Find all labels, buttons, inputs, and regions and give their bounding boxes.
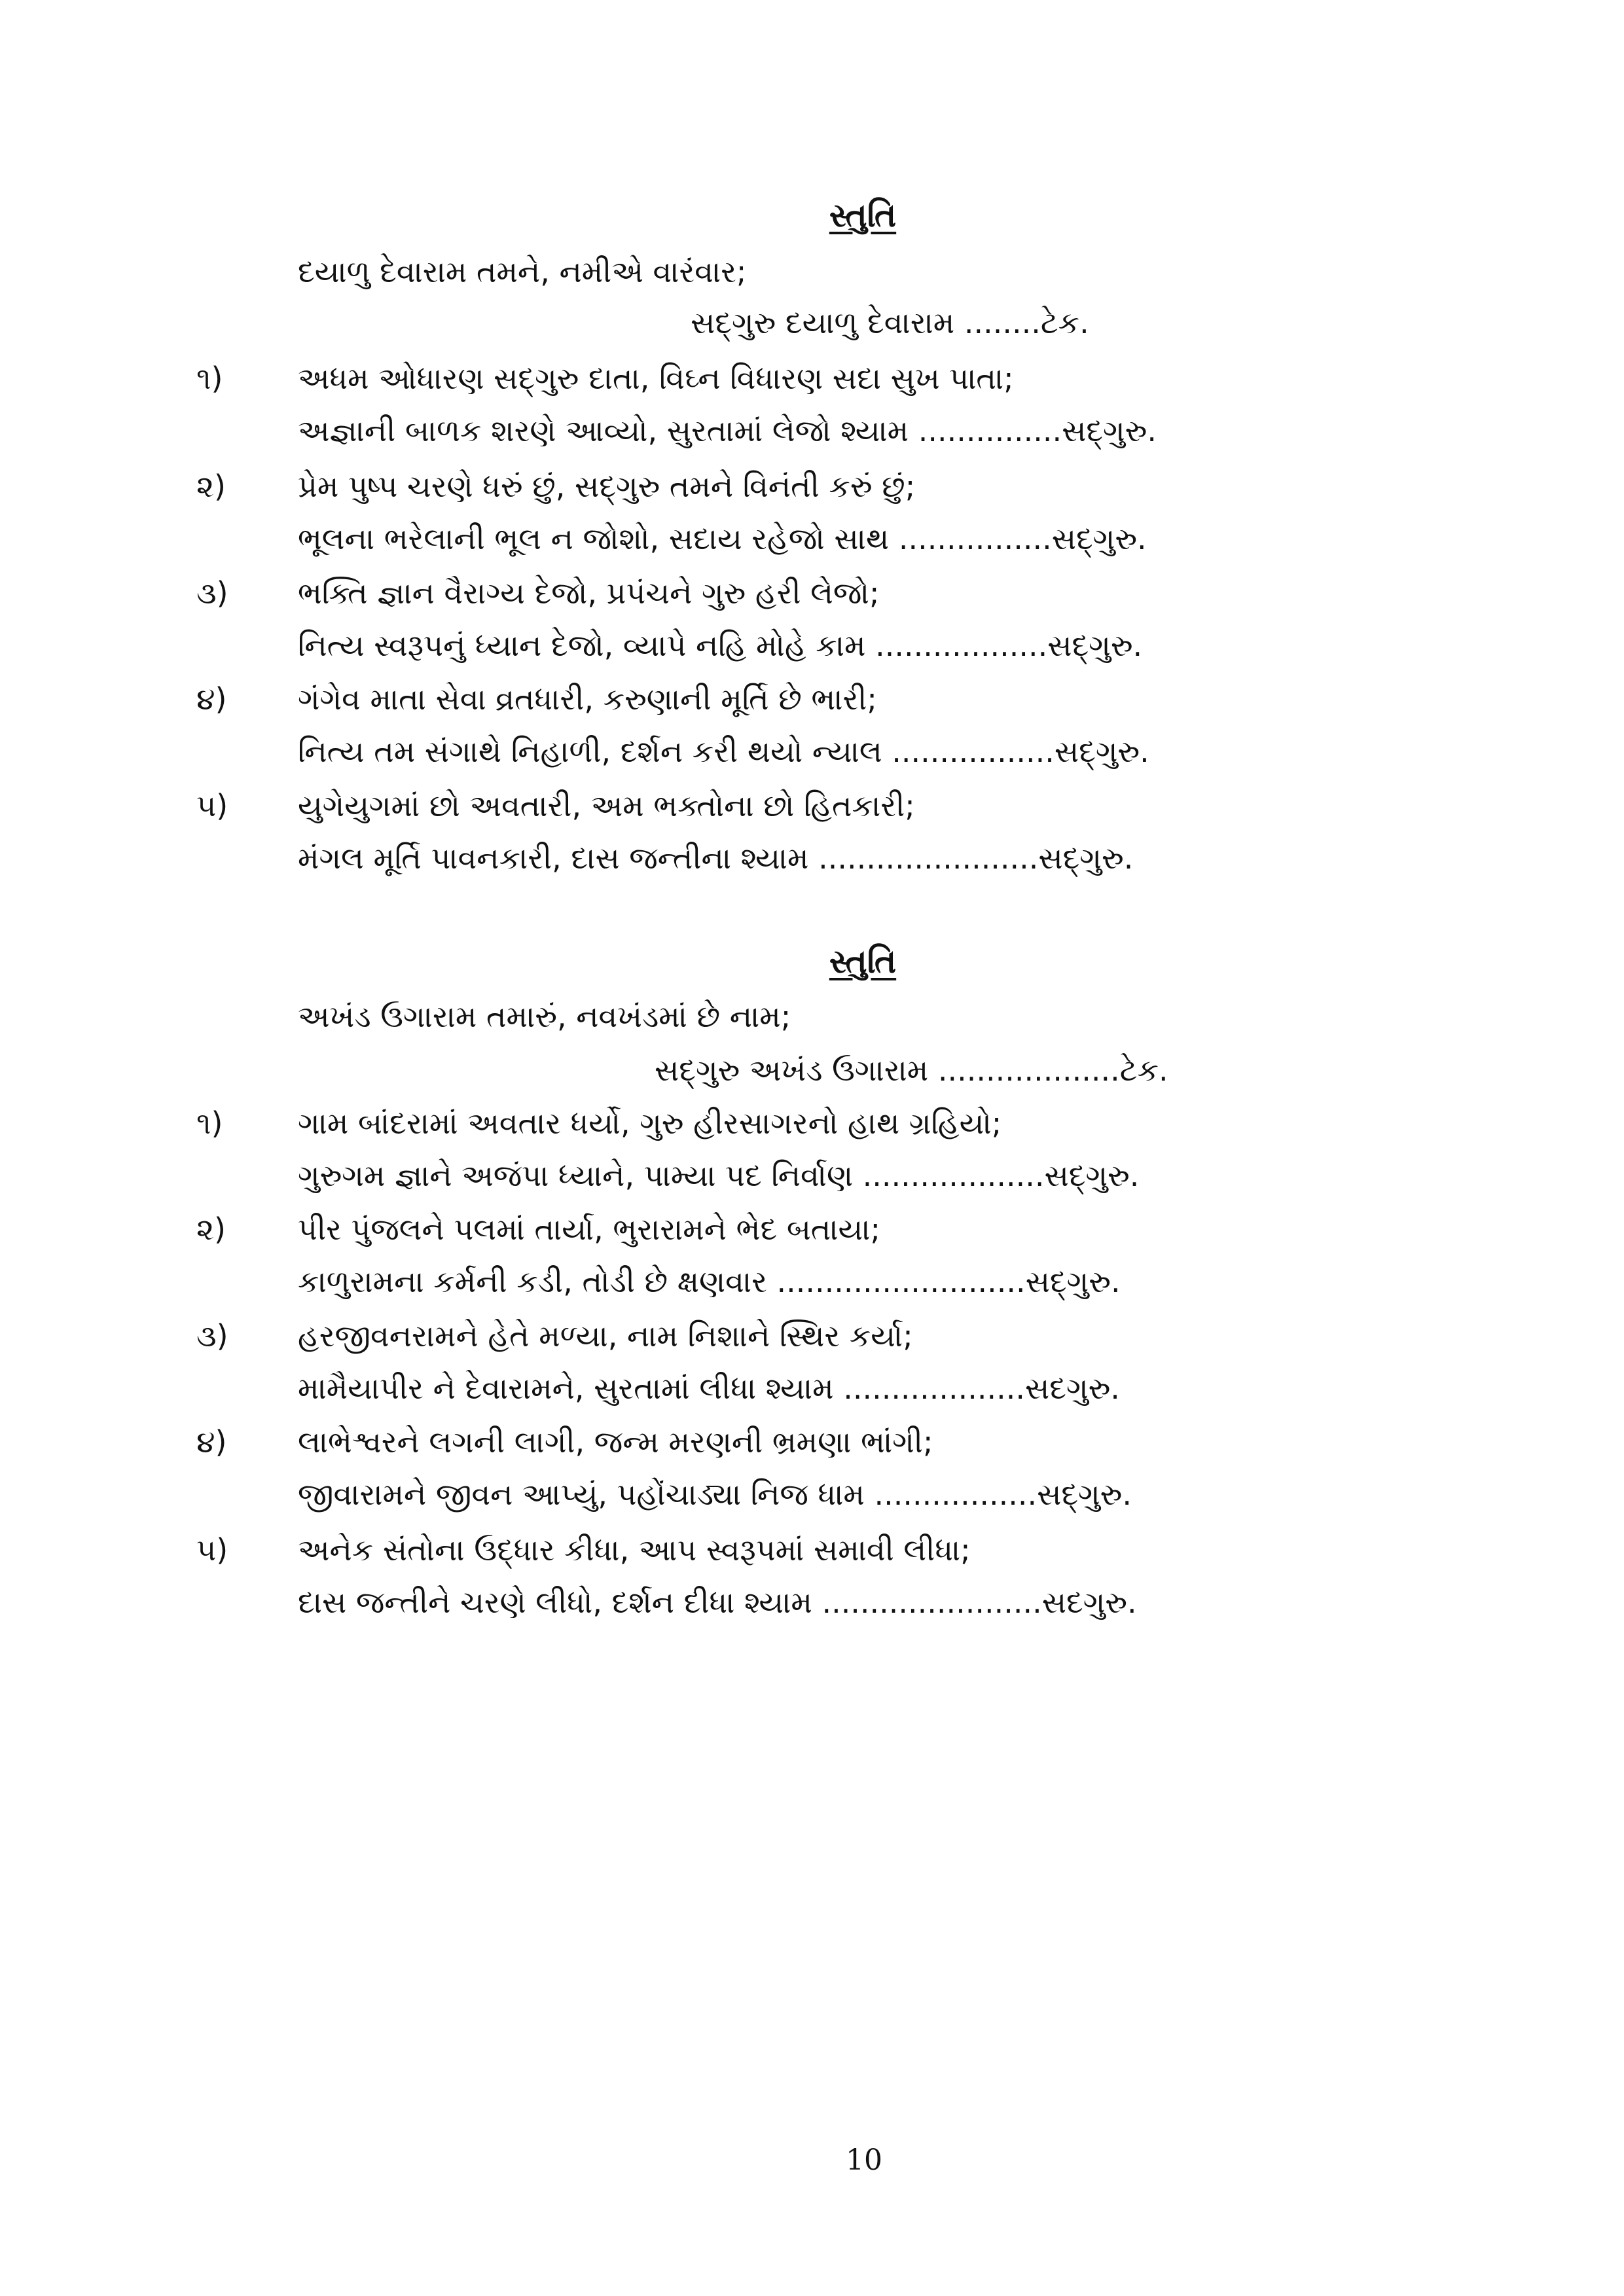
verse-line: દાસ જન્તીને ચરણે લીધો, દર્શન દીધા શ્યામ .......................સદગુરુ. bbox=[298, 1585, 1137, 1620]
verse-line: ભૂલના ભરેલાની ભૂલ ન જોશો, સદાય રહેજો સાથ ................સદ્‍ગુરુ. bbox=[298, 521, 1147, 556]
verse-line: ગંગેવ માતા સેવા વ્રતધારી, કરુણાની મૂર્તિ છે ભારી; bbox=[298, 681, 877, 717]
verse-line: ગુરુગમ જ્ઞાને અજંપા ધ્યાને, પામ્યા પદ નિર્વાણ ...................સદ્‍ગુરુ. bbox=[298, 1158, 1140, 1193]
hymn-title: સ્તુતિ bbox=[829, 942, 897, 980]
verse-line: નિત્ય સ્વરૂપનું ધ્યાન દેજો, વ્યાપે નહિ મોહે કામ ..................સદ્‍ગુરુ. bbox=[298, 628, 1143, 663]
verse-line: યુગેયુગમાં છો અવતારી, અમ ભક્તોના છો હિતકારી; bbox=[298, 788, 915, 823]
hymn-refrain: સદ્‍ગુરુ અખંડ ઉગારામ ...................ટેક. bbox=[655, 1052, 1168, 1088]
verse-line: લાભેશ્વરને લગની લાગી, જન્મ મરણની ભ્રમણા ભાંગી; bbox=[298, 1424, 933, 1460]
verse-line: અધમ ઓધારણ સદ્‍ગુરુ દાતા, વિઘ્ન વિધારણ સદા સુખ પાતા; bbox=[298, 361, 1014, 396]
hymn-title: સ્તુતિ bbox=[829, 196, 897, 234]
verse-number: ૩) bbox=[196, 1318, 228, 1354]
hymn-intro: અખંડ ઉગારામ તમારું, નવખંડમાં છે નામ; bbox=[298, 999, 791, 1034]
verse-line: નિત્ય તમ સંગાથે નિહાળી, દર્શન કરી થયો ન્યાલ .................સદ્‍ગુરુ. bbox=[298, 734, 1149, 769]
verse-line: અજ્ઞાની બાળક શરણે આવ્યો, સુરતામાં લેજો શ્યામ ...............સદ્‍ગુરુ. bbox=[298, 413, 1157, 448]
verse-line: પ્રેમ પુષ્પ ચરણે ધરું છું, સદ્‍ગુરુ તમને વિનંતી કરું છું; bbox=[298, 469, 916, 504]
verse-line: ગામ બાંદરામાં અવતાર ધર્યો, ગુરુ હીરસાગરનો હાથ ગ્રહિયો; bbox=[298, 1105, 1002, 1141]
verse-number: ૪) bbox=[196, 681, 227, 717]
hymn-intro: દયાળુ દેવારામ તમને, નમીએ વારંવાર; bbox=[298, 254, 747, 289]
verse-line: અનેક સંતોના ઉદ્ધાર કીધા, આપ સ્વરૂપમાં સમાવી લીધા; bbox=[298, 1532, 971, 1568]
verse-number: ૧) bbox=[196, 1105, 223, 1141]
verse-number: ૨) bbox=[196, 1211, 226, 1247]
verse-number: ૪) bbox=[196, 1424, 227, 1460]
verse-line: પીર પુંજલને પલમાં તાર્યા, ભુરારામને ભેદ બતાયા; bbox=[298, 1211, 880, 1247]
verse-number: ૫) bbox=[196, 1532, 228, 1568]
verse-number: ૩) bbox=[196, 575, 228, 611]
verse-line: મામૈયાપીર ને દેવારામને, સુરતામાં લીધા શ્યામ ...................સદગુરુ. bbox=[298, 1371, 1120, 1406]
verse-line: કાળુરામના કર્મની કડી, તોડી છે ક્ષણવાર ..........................સદ્‍ગુરુ. bbox=[298, 1264, 1121, 1299]
verse-line: જીવારામને જીવન આપ્યું, પહોંચાડ્યા નિજ ધામ .................સદ્‍ગુરુ. bbox=[298, 1477, 1132, 1512]
verse-number: ૫) bbox=[196, 788, 228, 823]
page-number: 10 bbox=[846, 2144, 882, 2177]
verse-number: ૨) bbox=[196, 469, 226, 504]
verse-line: મંગલ મૂર્તિ પાવનકારી, દાસ જન્તીના શ્યામ .......................સદ્‍ગુરુ. bbox=[298, 840, 1134, 876]
verse-line: હરજીવનરામને હેતે મળ્યા, નામ નિશાને સ્થિર કર્યા; bbox=[298, 1318, 913, 1354]
verse-line: ભક્તિ જ્ઞાન વૈરાગ્ય દેજો, પ્રપંચને ગુરુ હરી લેજો; bbox=[298, 575, 880, 611]
hymn-refrain: સદ્‍ગુરુ દયાળુ દેવારામ ........ટેક. bbox=[691, 305, 1089, 340]
verse-number: ૧) bbox=[196, 361, 223, 396]
